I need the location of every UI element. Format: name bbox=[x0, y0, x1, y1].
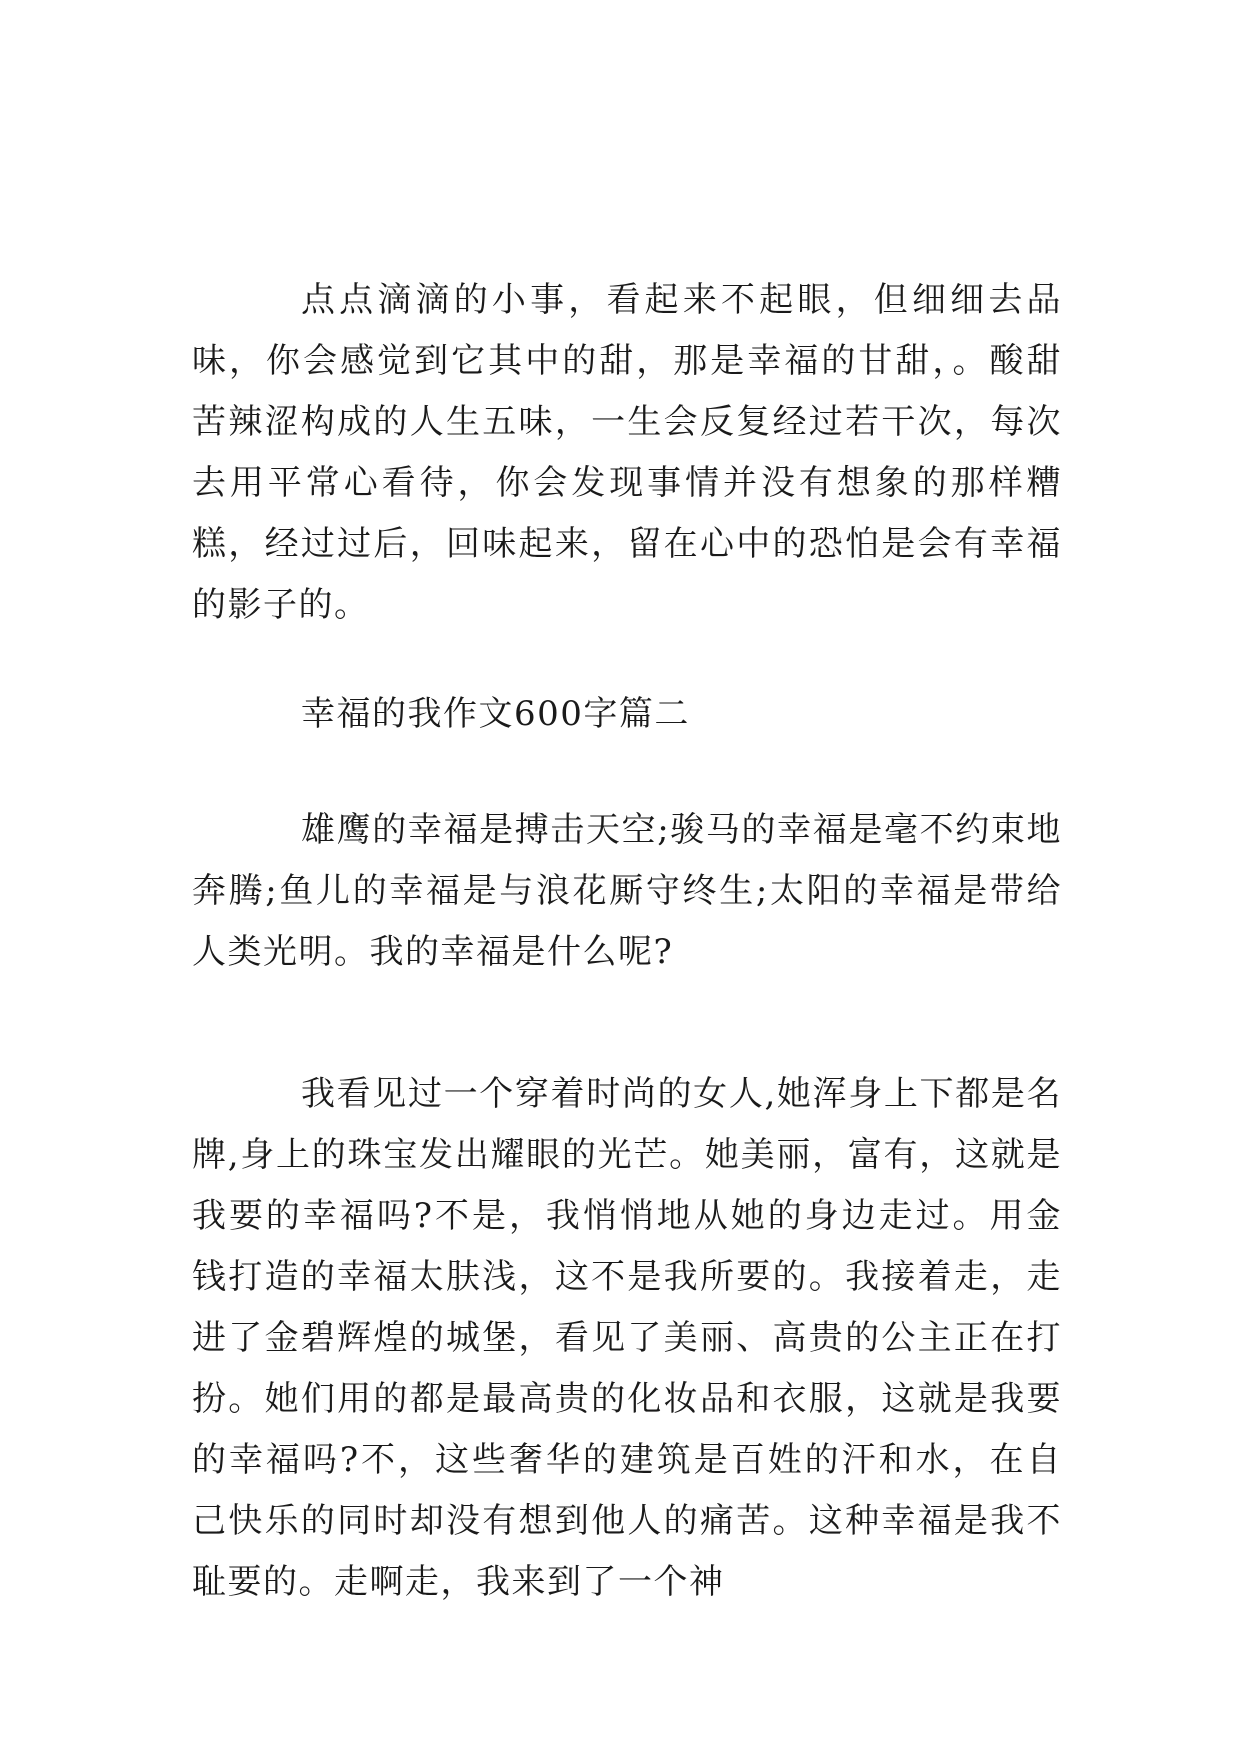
section-heading: 幸福的我作文600字篇二 bbox=[301, 694, 690, 734]
paragraph-fashion-woman: 我看见过一个穿着时尚的女人,她浑身上下都是名牌,身上的珠宝发出耀眼的光芒。她美丽，富有，这就是我要的幸福吗?不是，我悄悄地从她的身边走过。用金钱打造的幸福太肤浅，这不是我所要的。我接着走，走进了金碧辉煌的城堡，看见了美丽、高贵的公主正在打扮。她们用的都是最高贵的化妆品和衣服，这就是我要的幸福吗?不，这些奢华的建筑是百姓的汗和水，在自己快乐的同时却没有想到他人的痛苦。这种幸福是我不耻要的。走啊走，我来到了一个神 bbox=[192, 1074, 1062, 1602]
paragraph-small-things: 点点滴滴的小事，看起来不起眼，但细细去品味，你会感觉到它其中的甜，那是幸福的甘甜，。酸甜苦辣涩构成的人生五味，一生会反复经过若干次，每次去用平常心看待，你会发现事情并没有想象的那样糟糕，经过过后，回味起来，留在心中的恐怕是会有幸福的影子的。 bbox=[192, 280, 1062, 625]
paragraph-eagle-happiness: 雄鹰的幸福是搏击天空;骏马的幸福是毫不约束地奔腾;鱼儿的幸福是与浪花厮守终生;太阳的幸福是带给人类光明。我的幸福是什么呢? bbox=[192, 810, 1062, 972]
